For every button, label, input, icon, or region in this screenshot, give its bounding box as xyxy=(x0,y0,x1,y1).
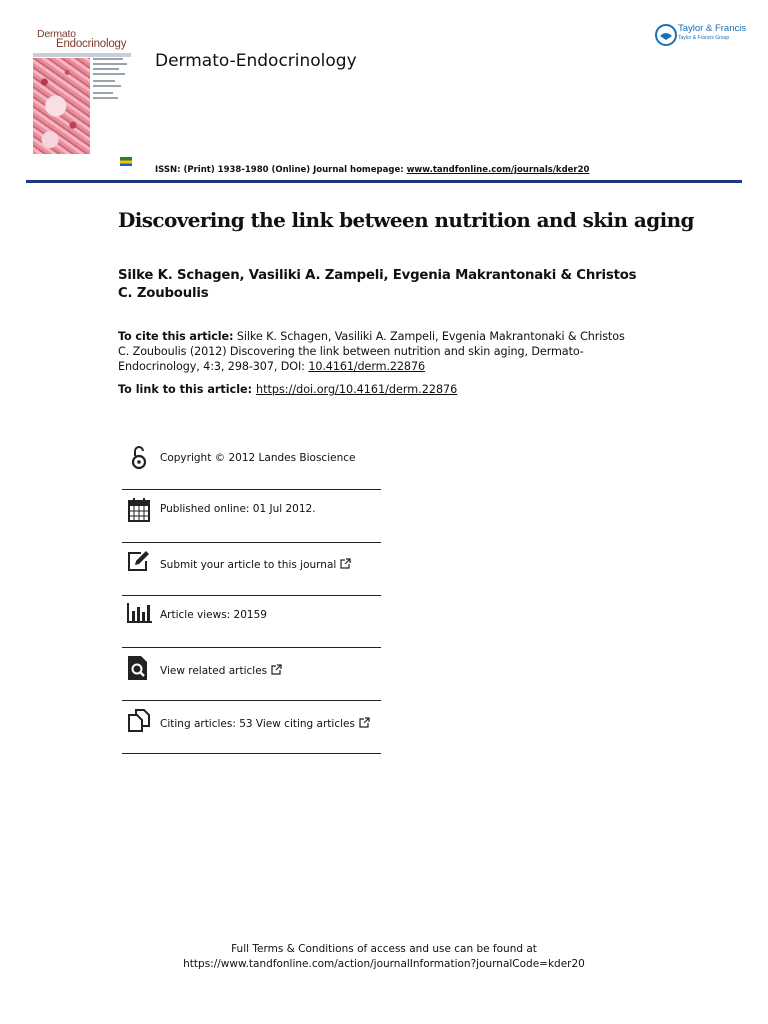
issn-line xyxy=(155,165,589,175)
related-articles-label[interactable] xyxy=(160,664,282,677)
citing-articles-label[interactable] xyxy=(160,717,370,730)
cover-band xyxy=(33,53,131,57)
external-link-icon xyxy=(271,664,282,675)
row-divider xyxy=(122,542,381,543)
publisher-name: Taylor & Francis xyxy=(678,23,747,34)
publisher-logo-icon xyxy=(655,24,677,46)
related-articles-row[interactable] xyxy=(122,656,381,708)
open-access-icon xyxy=(127,444,151,470)
cover-image xyxy=(33,58,90,154)
submit-article-label[interactable] xyxy=(160,558,351,571)
crossmark-icon xyxy=(120,157,132,166)
row-divider xyxy=(122,489,381,490)
article-views-label: Article views: 20159 xyxy=(160,609,267,621)
citing-articles-text[interactable]: Citing articles: 53 View citing articles xyxy=(160,718,355,730)
row-divider xyxy=(122,595,381,596)
related-articles-text[interactable]: View related articles xyxy=(160,665,268,677)
external-link-icon xyxy=(359,717,370,728)
cite-label: To cite this article: xyxy=(118,330,234,343)
external-link-icon xyxy=(340,558,351,569)
published-row xyxy=(122,497,381,549)
footer-terms: Full Terms & Conditions of access and use can be found at xyxy=(231,943,537,955)
link-label: To link to this article: xyxy=(118,383,256,396)
doi-link[interactable]: 10.4161/derm.22876 xyxy=(308,360,425,373)
journal-homepage-link[interactable]: www.tandfonline.com/journals/kder20 xyxy=(406,165,590,175)
calendar-icon xyxy=(127,497,151,523)
citing-articles-row[interactable] xyxy=(122,709,381,761)
row-divider xyxy=(122,647,381,648)
submit-article-row[interactable] xyxy=(122,550,381,602)
edit-icon xyxy=(127,550,151,576)
article-link-line xyxy=(118,383,457,396)
cover-text-block xyxy=(93,58,129,108)
cite-text: Silke K. Schagen, Vasiliki A. Zampeli, Evgenia Makrantonaki & Christos C. Zouboulis (2012) Discovering the link between nutrition and skin aging, Dermato-Endocrinology, 4:3, 298-307, DOI: xyxy=(118,330,625,373)
row-divider xyxy=(122,700,381,701)
header-rule xyxy=(26,180,742,183)
journal-name: Dermato-Endocrinology xyxy=(155,51,357,71)
copyright-row xyxy=(122,444,381,496)
article-title: Discovering the link between nutrition and skin aging xyxy=(118,208,694,232)
cover-title-line2: Endocrinology xyxy=(56,38,127,50)
footer-terms-url[interactable]: https://www.tandfonline.com/action/journalInformation?journalCode=kder20 xyxy=(183,958,585,970)
published-label: Published online: 01 Jul 2012. xyxy=(160,503,316,515)
submit-article-text[interactable]: Submit your article to this journal xyxy=(160,559,337,571)
copyright-label: Copyright © 2012 Landes Bioscience xyxy=(160,452,356,464)
article-views-row xyxy=(122,603,381,655)
search-document-icon xyxy=(127,656,151,682)
article-authors: Silke K. Schagen, Vasiliki A. Zampeli, Evgenia Makrantonaki & Christos C. Zouboulis xyxy=(118,268,637,301)
cover-title-line1: Dermato xyxy=(37,28,76,40)
row-divider xyxy=(122,753,381,754)
article-doi-link[interactable]: https://doi.org/10.4161/derm.22876 xyxy=(256,383,458,396)
citing-documents-icon xyxy=(127,709,151,735)
bar-chart-icon xyxy=(127,603,151,629)
issn-text: ISSN: (Print) 1938-1980 (Online) Journal homepage: xyxy=(155,165,407,175)
publisher-group: Taylor & Francis Group xyxy=(678,35,730,41)
citation-block xyxy=(118,329,628,374)
